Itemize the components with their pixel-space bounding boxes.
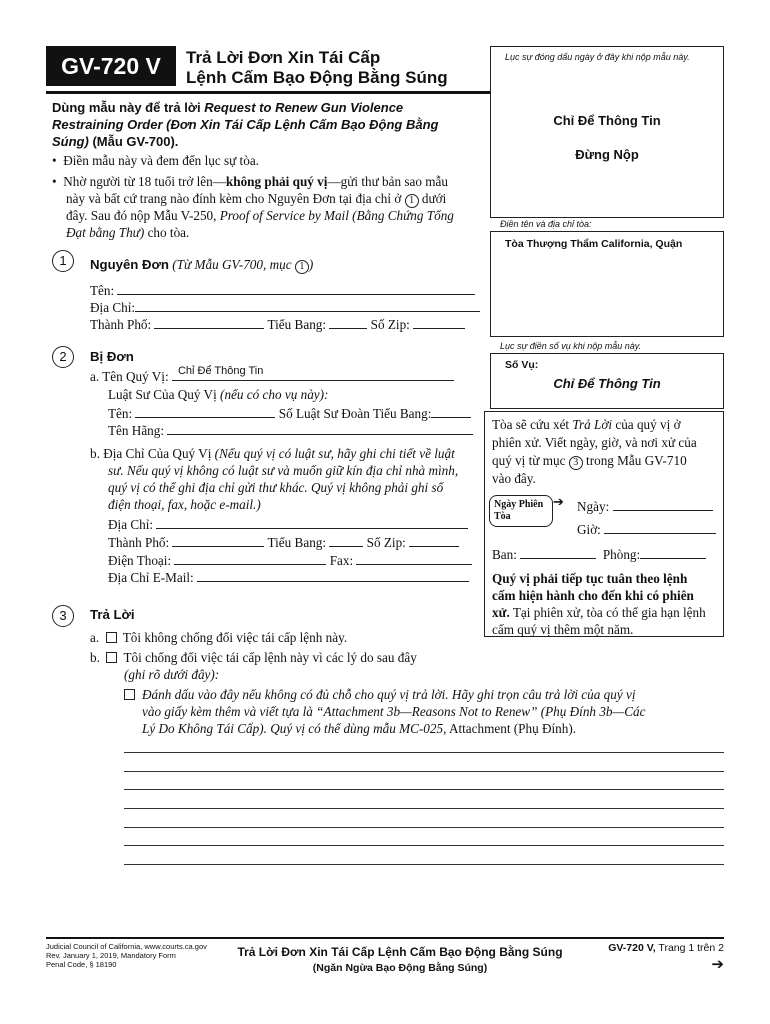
hearing-time-row[interactable]: Giờ: [577,521,716,538]
petitioner-city-line[interactable] [154,316,264,329]
option-b-row: b. Tôi chống đối việc tái cấp lệnh này vì các lý do sau đây [90,650,417,665]
option-a-row: a. Tôi không chống đối việc tái cấp lệnh này. [90,630,348,645]
bar-number-line[interactable] [431,405,471,418]
court-label: Điền tên và địa chỉ tòa: [500,219,592,229]
footer-rule [46,937,724,939]
option-a-label: Tôi không chống đối việc tái cấp lệnh này. [122,630,348,645]
answer-line[interactable] [124,789,724,790]
footer-page-number: GV-720 V, Trang 1 trên 2 [608,942,724,954]
option-b-note: (ghi rõ dưới đây): [124,667,220,682]
hearing-date-row[interactable]: Ngày: [577,498,713,515]
address-b-heading: b. Địa Chỉ Của Quý Vị (Nếu quý vị có luật sư, hãy ghi chi tiết về luật [90,446,455,461]
case-number-value: Chỉ Để Thông Tin [553,376,661,391]
option-a-checkbox[interactable] [106,632,117,643]
hearing-box [484,411,724,637]
answer-line[interactable] [124,827,724,828]
petitioner-address-row[interactable]: Địa Chỉ: [90,299,480,316]
attachment-checkbox[interactable] [124,689,135,700]
case-number-label: Số Vụ: [505,359,539,371]
answer-line[interactable] [124,845,724,846]
court-name-box[interactable] [490,231,724,337]
footer-center-subtitle: (Ngăn Ngừa Bạo Động Bằng Súng) [312,962,488,974]
intro-bullet2-line2: này và bất cứ trang nào đính kèm cho Nguyên Đơn tại địa chỉ ở 1 dưới [66,191,447,206]
respondent-address-line[interactable] [156,516,468,529]
section-3-title: Trả Lời [90,607,135,622]
answer-line[interactable] [124,752,724,753]
form-code-badge: GV-720 V [46,46,176,86]
petitioner-city-row[interactable]: Thành Phố: Tiểu Bang: Số Zip: [90,316,465,333]
footer-center-title: Trả Lời Đơn Xin Tái Cấp Lệnh Cấm Bạo Động Bằng Súng [237,945,563,959]
hearing-warning: Quý vị phải tiếp tục tuân theo lệnh cấm hiện hành cho đến khi có phiên xử. Tại phiên xử, tòa có thể gia hạn lệnh cấm quý vị thêm một năm. [492,571,706,637]
respondent-email-line[interactable] [197,569,469,582]
respondent-city-row[interactable]: Thành Phố: Tiểu Bang: Số Zip: [108,534,459,551]
intro-line1: Dùng mẫu này để trả lời Request to Renew Gun Violence [52,100,404,115]
hearing-date-badge: Ngày Phiên Tòa [489,495,553,527]
form-title-line1: Trả Lời Đơn Xin Tái Cấp [186,48,381,67]
next-page-arrow-icon: ➔ [711,956,724,973]
clerk-stamp-note: Lục sự đóng dấu ngày ở đây khi nộp mẫu này. [505,52,690,62]
intro-bullet2-line3: đây. Sau đó nộp Mẫu V-250, Proof of Service by Mail (Bằng Chứng Tống [66,208,454,223]
address-b-note2: sư. Nếu quý vị không có luật sư và muốn giữ kín địa chỉ nhà mình, [108,463,459,478]
intro-bullet2-line4: Đạt bằng Thư) cho tòa. [66,225,190,240]
attachment-check-line1: Đánh dấu vào đây nếu không có đủ chỗ cho quý vị trả lời. Hãy ghi trọn câu trả lời của quý vị [124,687,636,703]
respondent-phone-row[interactable]: Điện Thoại: Fax: [108,552,472,569]
lawyer-heading: Luật Sư Của Quý Vị (nếu có cho vụ này): [108,387,329,402]
petitioner-name-line[interactable] [117,282,475,295]
lawyer-name-row[interactable]: Tên: Số Luật Sư Đoàn Tiểu Bang: [108,405,471,422]
firm-name-line[interactable] [167,422,473,435]
hearing-dept-line[interactable] [520,546,596,559]
hearing-text: Tòa sẽ cứu xét Trả Lời của quý vị ở phiên xử. Viết ngày, giờ, và nơi xử của quý vị từ mục 3 trong Mẫu GV-710 vào đây. [492,417,697,486]
petitioner-state-line[interactable] [329,316,367,329]
clerk-stamp-box [490,46,724,218]
section-1-title: Nguyên Đơn (Từ Mẫu GV-700, mục 1 ) [90,257,314,272]
hearing-room-line[interactable] [640,546,706,559]
option-b-label: Tôi chống đối việc tái cấp lệnh này vì các lý do sau đây [123,650,417,665]
respondent-city-line[interactable] [172,534,264,547]
petitioner-address-line[interactable] [135,299,480,312]
respondent-fax-line[interactable] [356,552,472,565]
option-b-checkbox[interactable] [106,652,117,663]
lawyer-name-line[interactable] [135,405,275,418]
hearing-date-line[interactable] [613,498,713,511]
answer-line[interactable] [124,771,724,772]
hearing-time-line[interactable] [604,521,716,534]
form-title-line2: Lệnh Cấm Bạo Động Bằng Súng [186,68,448,87]
answer-line[interactable] [124,864,724,865]
respondent-address-row[interactable]: Địa Chỉ: [108,516,468,533]
section-2-title: Bị Đơn [90,349,134,364]
draft-watermark-line1: Chỉ Để Thông Tin [553,113,661,128]
respondent-state-line[interactable] [329,534,363,547]
intro-line3: Súng) (Mẫu GV-700). [52,134,179,149]
draft-watermark-line2: Đừng Nộp [575,147,639,162]
section-2-number: 2 [52,346,74,368]
case-note: Lục sự điền số vụ khi nộp mẫu này. [500,341,642,351]
header-rule [46,91,490,94]
intro-bullet2: • Nhờ người từ 18 tuổi trở lên—không phải quý vị—gửi thư bản sao mẫu [52,174,448,189]
attachment-check-line3: Lý Do Không Tái Cấp). Quý vị có thể dùng mẫu MC-025, Attachment (Phụ Đính). [142,721,577,736]
section-1-number: 1 [52,250,74,272]
case-number-box[interactable] [490,353,724,409]
address-b-note3: quý vị có thể ghi địa chỉ gửi thư khác. Quý vị không phải ghi số [108,480,444,495]
footer-left: Judicial Council of California, www.courts.ca.gov Rev. January 1, 2019, Mandatory Form Penal Code, § 18190 [46,942,207,969]
respondent-name-value: Chỉ Để Thông Tin [177,365,264,377]
petitioner-zip-line[interactable] [413,316,465,329]
arrow-icon: ➔ [553,494,564,509]
respondent-email-row[interactable]: Địa Chỉ E-Mail: [108,569,469,586]
respondent-zip-line[interactable] [409,534,459,547]
hearing-dept-row[interactable]: Ban: Phòng: [492,546,706,563]
address-b-note4: điện thoại, fax, hoặc e-mail.) [108,497,261,512]
firm-name-row[interactable]: Tên Hãng: [108,422,473,439]
court-name: Tòa Thượng Thẩm California, Quận [505,238,683,250]
respondent-phone-line[interactable] [174,552,326,565]
answer-line[interactable] [124,808,724,809]
respondent-name-row[interactable]: a. Tên Quý Vị: Chỉ Để Thông Tin [90,368,454,385]
attachment-check-line2: vào giấy kèm thêm và viết tựa là “Attachment 3b—Reasons Not to Renew” (Phụ Đính 3b—Các [142,704,646,719]
section-3-number: 3 [52,605,74,627]
intro-line2: Restraining Order (Đơn Xin Tái Cấp Lệnh Cấm Bạo Động Bằng [52,117,439,132]
petitioner-name-row[interactable]: Tên: [90,282,475,299]
intro-bullet1: • Điền mẫu này và đem đến lục sự tòa. [52,153,259,168]
